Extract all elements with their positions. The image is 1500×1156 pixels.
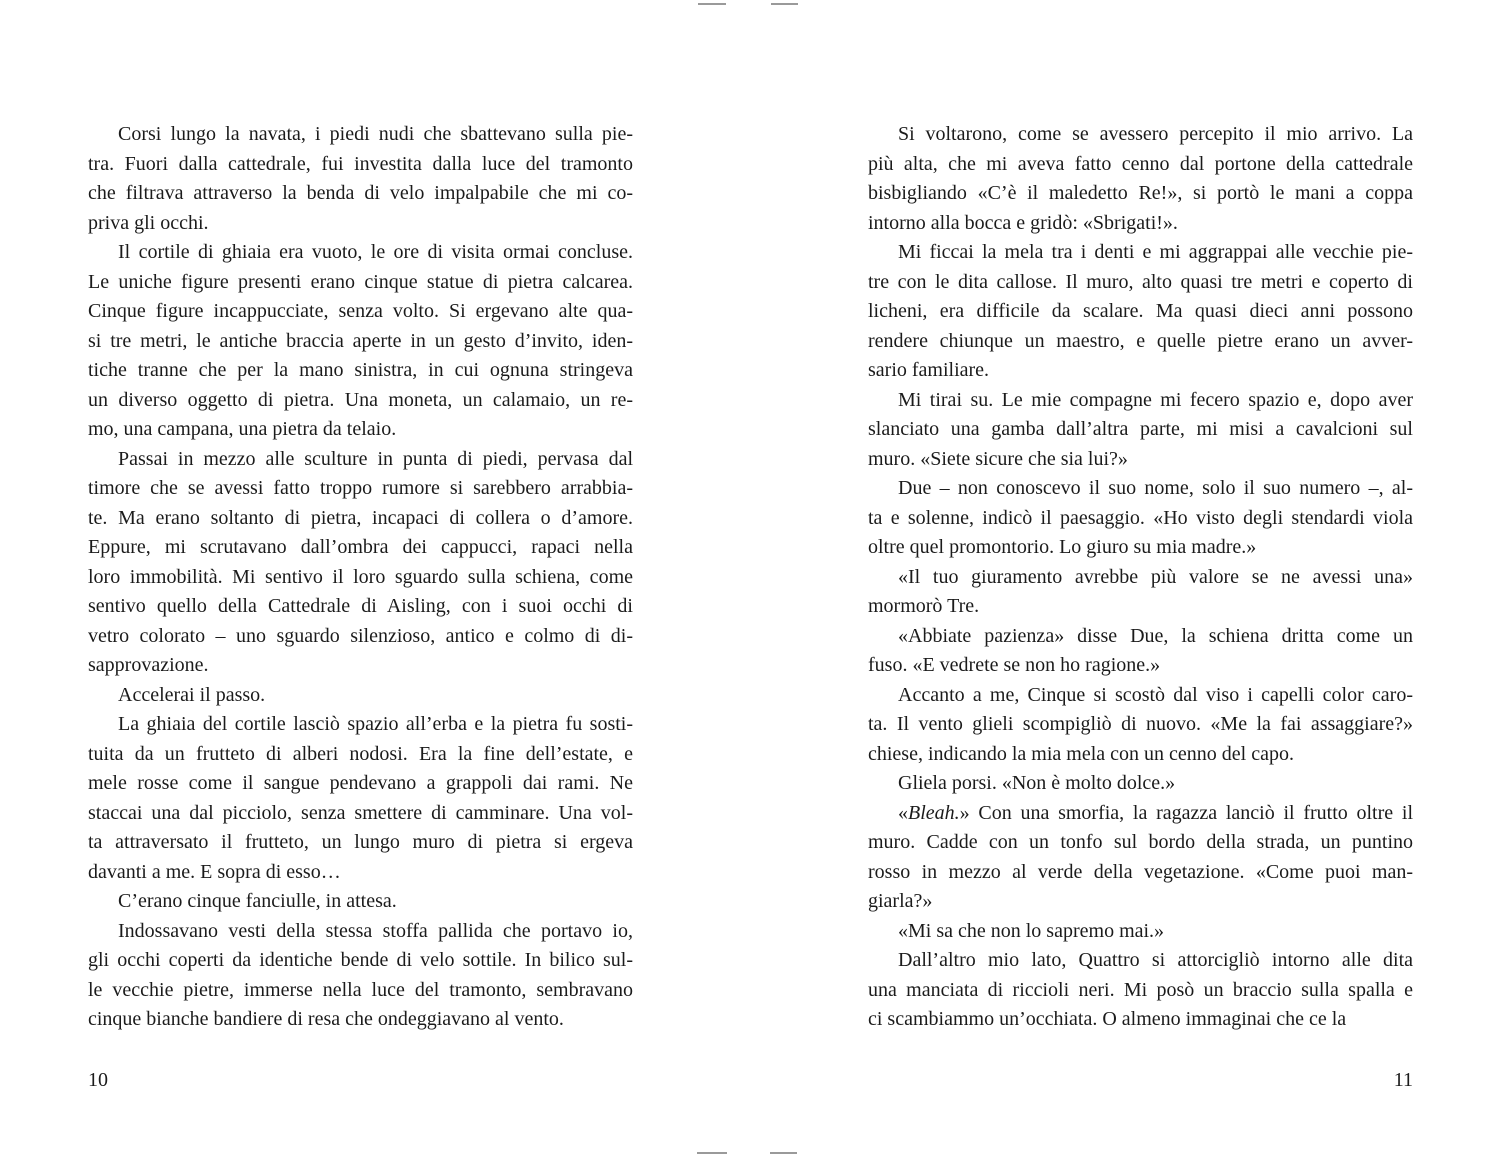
text-line: gli occhi coperti da identiche bende di velo sottile. In bilico sul- (88, 949, 633, 971)
text-line: Dall’altro mio lato, Quattro si attorcigliò intorno alle dita (898, 949, 1413, 971)
text-line: Mi ficcai la mela tra i denti e mi aggrappai alle vecchie pie- (898, 241, 1413, 263)
text-line: staccai una dal picciolo, senza smettere di camminare. Una vol- (88, 801, 633, 824)
text-line: Si voltarono, come se avessero percepito il mio arrivo. La (898, 123, 1413, 145)
text-line: loro immobilità. Mi sentivo il loro sguardo sulla schiena, come (88, 565, 633, 588)
text-line: Il cortile di ghiaia era vuoto, le ore di visita ormai concluse. (118, 241, 633, 263)
trim-mark-bottom-right (770, 1152, 797, 1154)
text-line: ta attraversato il frutteto, un lungo muro di pietra si ergeva (88, 831, 633, 853)
text-line: muro. «Siete sicure che sia lui?» (868, 447, 1128, 470)
page-number-right: 11 (1393, 1069, 1413, 1091)
text-line: sentivo quello della Cattedrale di Aisling, con i suoi occhi di (88, 595, 633, 617)
text-line: intorno alla bocca e gridò: «Sbrigati!». (868, 211, 1178, 234)
text-line: tre con le dita callose. Il muro, alto quasi tre metri e coperto di (868, 270, 1413, 293)
text-line: un diverso oggetto di pietra. Una moneta, un calamaio, un re- (88, 388, 633, 411)
text-line: vetro colorato – uno sguardo silenzioso, antico e colmo di di- (88, 624, 633, 647)
text-line: cinque bianche bandiere di resa che ondeggiavano al vento. (88, 1008, 564, 1030)
text-line: licheni, era difficile da scalare. Ma quasi dieci anni possono (868, 300, 1413, 322)
text-line: mormorò Tre. (868, 595, 980, 617)
trim-mark-top-left (698, 3, 726, 5)
page-number-left: 10 (88, 1069, 108, 1091)
text-line: mo, una campana, una pietra da telaio. (88, 418, 397, 440)
text-line: ta e solenne, indicò il paesaggio. «Ho visto degli stendardi viola (868, 506, 1413, 529)
text-line: C’erano cinque fanciulle, in attesa. (118, 890, 397, 912)
text-line: sario familiare. (868, 359, 990, 381)
text-line: oltre quel promontorio. Lo giuro su mia madre.» (868, 536, 1257, 558)
text-line: Due – non conoscevo il suo nome, solo il suo numero –, al- (898, 477, 1413, 499)
text-line: ci scambiammo un’occhiata. O almeno immaginai che ce la (868, 1008, 1347, 1030)
text-line: «Il tuo giuramento avrebbe più valore se ne avessi una» (898, 565, 1413, 588)
text-line: tiche tranne che per la mano sinistra, in cui ognuna stringeva (88, 359, 633, 381)
text-line: La ghiaia del cortile lasciò spazio all’erba e la pietra fu sosti- (118, 713, 633, 735)
text-line: «Mi sa che non lo sapremo mai.» (898, 919, 1165, 942)
text-line: Cinque figure incappucciate, senza volto. Si ergevano alte qua- (88, 300, 633, 322)
text-line: «Bleah.» Con una smorfia, la ragazza lanciò il frutto oltre il (898, 801, 1413, 824)
text-line: tuita da un frutteto di alberi nodosi. Era la fine dell’estate, e (88, 742, 633, 765)
text-line: giarla?» (868, 890, 933, 912)
text-line: Eppure, mi scrutavano dall’ombra dei cappucci, rapaci nella (88, 536, 633, 558)
page-right-text-block (868, 120, 1413, 1035)
text-line: slanciato una gamba dall’altra parte, mi misi a cavalcioni sul (868, 418, 1413, 440)
text-line: Passai in mezzo alle sculture in punta di piedi, pervasa dal (118, 447, 633, 470)
trim-mark-top-right (771, 3, 798, 5)
text-line: Le uniche figure presenti erano cinque statue di pietra calcarea. (88, 270, 633, 293)
text-line: Accelerai il passo. (118, 683, 266, 706)
text-line: più alta, che mi aveva fatto cenno dal portone della cattedrale (868, 152, 1413, 175)
text-line: muro. Cadde con un tonfo sul bordo della strada, un puntino (868, 831, 1413, 853)
text-line: le vecchie pietre, immerse nella luce del tramonto, sembravano (88, 978, 633, 1001)
text-line: rendere chiunque un maestro, e quelle pietre erano un avver- (868, 329, 1413, 352)
text-line: Gliela porsi. «Non è molto dolce.» (898, 772, 1176, 794)
text-line: «Abbiate pazienza» disse Due, la schiena dritta come un (898, 624, 1413, 647)
text-line: priva gli occhi. (88, 211, 209, 234)
text-line: timore che se avessi fatto troppo rumore si sarebbero arrabbia- (88, 477, 633, 499)
text-line: chiese, indicando la mia mela con un cenno del capo. (868, 742, 1294, 765)
page-left-text-block (88, 120, 633, 1035)
text-line: Corsi lungo la navata, i piedi nudi che sbattevano sulla pie- (118, 123, 633, 145)
text-line: mele rosse come il sangue pendevano a grappoli dai rami. Ne (88, 772, 633, 794)
text-line: fuso. «E vedrete se non ho ragione.» (868, 654, 1161, 676)
text-line: una manciata di riccioli neri. Mi posò un braccio sulla spalla e (868, 978, 1413, 1001)
text-line: bisbigliando «C’è il maledetto Re!», si portò le mani a coppa (868, 182, 1413, 204)
text-line: che filtrava attraverso la benda di velo impalpabile che mi co- (88, 182, 633, 204)
text-line: ta. Il vento glieli scompigliò di nuovo. «Me la fai assaggiare?» (868, 713, 1413, 735)
text-line: Accanto a me, Cinque si scostò dal viso i capelli color caro- (898, 683, 1413, 706)
text-line: davanti a me. E sopra di esso… (88, 860, 341, 883)
text-line: tra. Fuori dalla cattedrale, fui investita dalla luce del tramonto (88, 152, 633, 175)
text-line: sapprovazione. (88, 654, 209, 676)
text-line: si tre metri, le antiche braccia aperte in un gesto d’invito, iden- (88, 329, 633, 352)
text-line: Indossavano vesti della stessa stoffa pallida che portavo io, (118, 919, 633, 942)
trim-mark-bottom-left (697, 1152, 727, 1154)
text-line: Mi tirai su. Le mie compagne mi fecero spazio e, dopo aver (898, 388, 1413, 411)
text-line: rosso in mezzo al verde della vegetazione. «Come puoi man- (868, 860, 1413, 883)
text-line: te. Ma erano soltanto di pietra, incapaci di collera o d’amore. (88, 506, 633, 529)
